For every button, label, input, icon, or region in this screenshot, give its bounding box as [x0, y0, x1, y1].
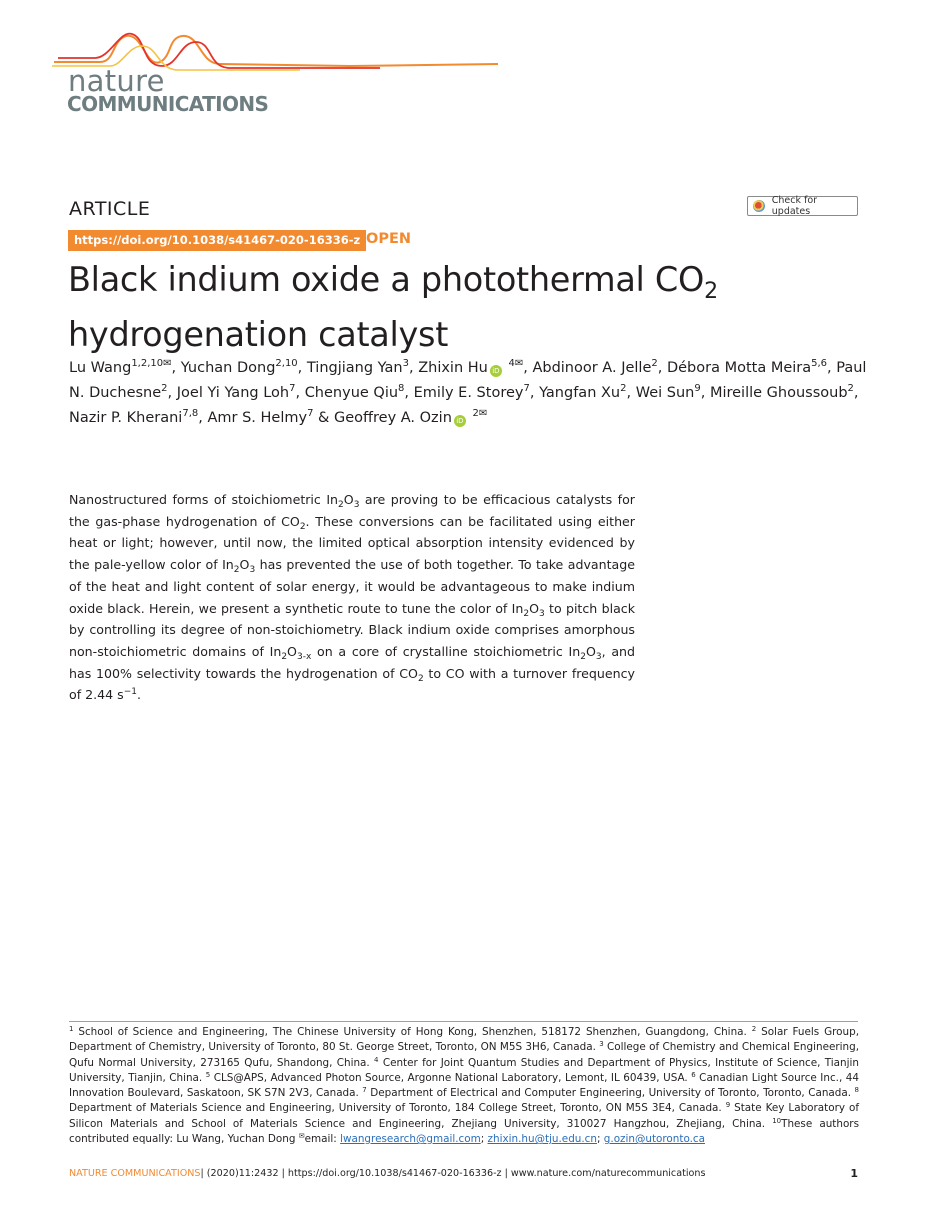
author-affiliation-number: 2: [620, 383, 627, 394]
author-item[interactable]: [181, 360, 298, 376]
page-footer: [69, 1168, 859, 1179]
author-affiliation-number: 5,6: [811, 358, 828, 369]
author-affiliation-number: 7: [307, 408, 314, 419]
author-affiliation-number: 2: [847, 383, 854, 394]
author-name: Nazir P. Kherani: [69, 410, 183, 426]
author-item[interactable]: [636, 385, 701, 401]
doi-link[interactable]: https://doi.org/10.1038/s41467-020-16336-z: [68, 230, 366, 251]
title-line1: Black indium oxide a photothermal CO: [68, 260, 705, 299]
article-type-label: ARTICLE: [69, 198, 151, 220]
open-access-label: OPEN: [366, 231, 411, 247]
abstract-paragraph: Nanostructured forms of stoichiometric $In_2O_3$ are proving to be efficacious catalysts for the gas-phase hydrogenation of $CO_2$. These conversions can be facilitated using either heat or light; however, until now, the limited optical absorption intensity evidenced by the pale-yellow color of $In_2O_3$ has prevented the use of both together. To take advantage of the heat and light content of solar energy, it would be advantageous to make indium oxide black. Herein, we present a synthetic route to tune the color of $In_2O_3$ to pitch black by controlling its degree of non-stoichiometry. Black indium oxide comprises amorphous non-stoichiometric domains of $In_2O_{3-x}$ on a core of crystalline stoichiometric $In_2O_3$, and has 100% selectivity towards the hydrogenation of $CO_2$ to CO with a turnover frequency of 2.44 $s^{-1}$.: [69, 492, 636, 703]
author-name: Joel Yi Yang Loh: [176, 385, 290, 401]
author-name: Emily E. Storey: [413, 385, 524, 401]
author-item[interactable]: [307, 360, 409, 376]
author-affiliation-number: 7,8: [182, 408, 199, 419]
author-item[interactable]: [710, 385, 854, 401]
author-name: Abdinoor A. Jelle: [532, 360, 652, 376]
author-affiliation-number: 2: [161, 383, 168, 394]
author-name: Geoffrey A. Ozin: [333, 410, 452, 426]
author-item[interactable]: [539, 385, 626, 401]
author-affiliation-number: 2,10: [275, 358, 298, 369]
author-item[interactable]: [532, 360, 657, 376]
title-subscript: 2: [704, 279, 718, 304]
journal-logo: [50, 28, 510, 123]
author-name: Débora Motta Meira: [666, 360, 812, 376]
author-name: Yangfan Xu: [539, 385, 621, 401]
orcid-icon[interactable]: iD: [490, 365, 502, 377]
check-for-updates-label: Check for updates: [771, 195, 818, 217]
email-envelope-icon[interactable]: ✉: [514, 358, 524, 369]
author-name: Tingjiang Yan: [306, 360, 403, 376]
author-affiliation-number: 9: [694, 383, 701, 394]
brand-communications-text: COMMUNICATIONS: [67, 92, 269, 116]
author-affiliation-number: 7: [289, 383, 296, 394]
author-name: Wei Sun: [635, 385, 695, 401]
orcid-icon[interactable]: iD: [454, 415, 466, 427]
page-number: 1: [850, 1167, 858, 1180]
author-list: Lu Wang$^{1,2,10✉}$, Yuchan Dong$^{2,10}$, Tingjiang Yan$^3$, Zhixin Hu iD $^{4✉}$, Abdinoor A. Jelle$^2$, Débora Motta Meira$^{5,6}$, Paul N. Duchesne$^2$, Joel Yi Yang Loh$^7$, Chenyue Qiu$^8$, Emily E. Storey$^7$, Yangfan Xu$^2$, Wei Sun$^9$, Mireille Ghoussoub$^2$, Nazir P. Kherani$^{7,8}$, Amr S. Helmy$^7$ & Geoffrey A. Ozin iD $^{2✉}$: [69, 358, 867, 426]
author-affiliation-number: 4: [508, 358, 515, 369]
author-item[interactable]: [418, 360, 523, 376]
author-item[interactable]: [334, 410, 487, 426]
email-envelope-icon[interactable]: ✉: [478, 408, 488, 419]
author-affiliation-number: 3: [402, 358, 409, 369]
email-envelope-icon[interactable]: ✉: [163, 358, 172, 369]
author-name: Zhixin Hu: [418, 360, 488, 376]
author-affiliation-number: 8: [398, 383, 405, 394]
author-name: Yuchan Dong: [180, 360, 276, 376]
crossmark-icon: [753, 200, 765, 212]
affiliations-footnote: $^1$ School of Science and Engineering, The Chinese University of Hong Kong, Shenzhen, 518172 Shenzhen, Guangdong, China. $^2$ Solar Fuels Group, Department of Chemistry, University of Toronto, 80 St. George Street, Toronto, ON M5S 3H6, Canada. $^3$ College of Chemistry and Chemical Engineering, Qufu Normal University, 273165 Qufu, Shandong, China. $^4$ Center for Joint Quantum Studies and Department of Physics, Institute of Science, Tianjin University, Tianjin, China. $^5$ CLS@APS, Advanced Photon Source, Argonne National Laboratory, Lemont, IL 60439, USA. $^6$ Canadian Light Source Inc., 44 Innovation Boulevard, Saskatoon, SK S7N 2V3, Canada. $^7$ Department of Electrical and Computer Engineering, University of Toronto, Toronto, Canada. $^8$ Department of Materials Science and Engineering, University of Toronto, 184 College Street, Toronto, ON M5S 3E4, Canada. $^9$ State Key Laboratory of Silicon Materials and School of Materials Science and Engineering, Zhejiang University, 310027 Hangzhou, Zhejiang, China. $^{10}$These authors contributed equally: Lu Wang, Yuchan Dong ✉email: lwangresearch@gmail.com; zhixin.hu@tju.edu.cn; g.ozin@utoronto.ca: [69, 1025, 860, 1146]
author-name: Mireille Ghoussoub: [709, 385, 848, 401]
author-item[interactable]: [207, 410, 313, 426]
footer-journal-name: NATURE COMMUNICATIONS: [69, 1168, 201, 1179]
footer-citation: | (2020)11:2432 | https://doi.org/10.1038/s41467-020-16336-z | www.nature.com/naturecommunications: [200, 1168, 706, 1179]
author-name: Paul N. Duchesne: [69, 360, 867, 401]
brand-nature-text: nature: [68, 64, 165, 98]
author-item[interactable]: [177, 385, 296, 401]
author-item[interactable]: [667, 360, 827, 376]
author-affiliation-number: 2: [651, 358, 658, 369]
author-item[interactable]: [69, 410, 198, 426]
author-item[interactable]: [69, 360, 172, 376]
article-title: [68, 258, 868, 356]
author-item[interactable]: [414, 385, 530, 401]
author-item[interactable]: [305, 385, 405, 401]
author-affiliation-number: 2: [472, 408, 479, 419]
author-name: Chenyue Qiu: [304, 385, 399, 401]
author-name: Lu Wang: [69, 360, 132, 376]
footnote-divider: [69, 1021, 858, 1022]
title-line2: hydrogenation catalyst: [68, 315, 449, 354]
author-affiliation-number: 1,2,10: [131, 358, 164, 369]
check-for-updates-button[interactable]: [747, 196, 858, 216]
author-affiliation-number: 7: [523, 383, 530, 394]
author-name: Amr S. Helmy: [207, 410, 308, 426]
